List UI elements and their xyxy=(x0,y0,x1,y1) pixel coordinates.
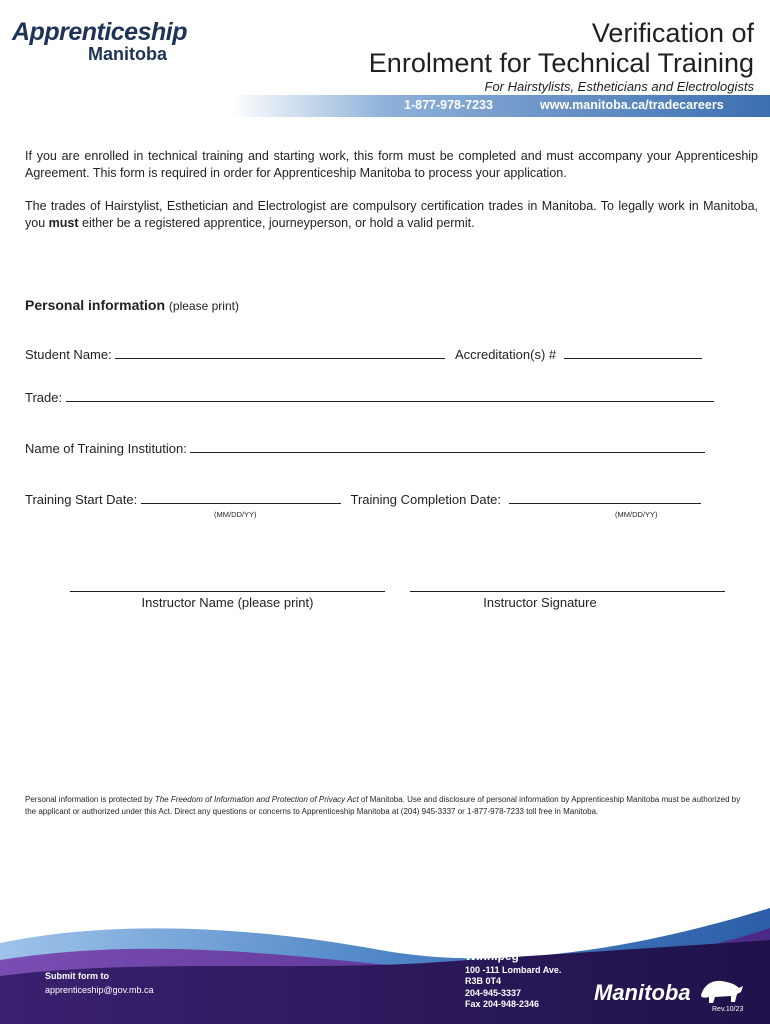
student-name-label: Student Name: xyxy=(25,347,112,362)
apprenticeship-logo-sub: Manitoba xyxy=(88,44,167,64)
office-phone: 204-945-3337 xyxy=(465,988,522,998)
accreditation-field[interactable] xyxy=(564,346,702,359)
office-city: Winnipeg xyxy=(465,949,519,963)
privacy-notice-start: Personal information is protected by xyxy=(25,795,155,804)
start-date-label: Training Start Date: xyxy=(25,492,138,507)
trade-label: Trade: xyxy=(25,390,63,405)
accreditation-label: Accreditation(s) # xyxy=(454,347,557,362)
intro-paragraph-2-end: either be a registered apprentice, journeyperson, or hold a valid permit. xyxy=(78,216,475,230)
form-title-line2: Enrolment for Technical Training xyxy=(368,48,754,78)
student-name-row xyxy=(25,346,702,362)
institution-field[interactable] xyxy=(190,440,705,453)
form-subtitle: For Hairstylists, Estheticians and Electrologists xyxy=(484,79,754,94)
submit-form-label: Submit form to xyxy=(45,971,109,981)
apprenticeship-logo: Apprenticeship xyxy=(12,18,187,46)
revision-label: Rev.10/23 xyxy=(712,1006,744,1013)
personal-info-heading-note: (please print) xyxy=(168,299,239,313)
privacy-notice xyxy=(25,794,747,817)
personal-info-heading-text: Personal information xyxy=(25,297,166,313)
trade-field[interactable] xyxy=(66,389,714,402)
office-address-postal: R3B 0T4 xyxy=(465,976,502,986)
phone-number: 1-877-978-7233 xyxy=(404,98,493,112)
completion-date-field[interactable] xyxy=(509,491,701,504)
start-date-field[interactable] xyxy=(141,491,341,504)
student-name-field[interactable] xyxy=(115,346,445,359)
training-dates-row xyxy=(25,491,701,507)
institution-label: Name of Training Institution: xyxy=(25,441,187,456)
completion-date-label: Training Completion Date: xyxy=(350,492,502,507)
intro-paragraph-2-emphasis: must xyxy=(48,216,79,230)
instructor-signature-label: Instructor Signature xyxy=(483,595,597,610)
website-link[interactable]: www.manitoba.ca/tradecareers xyxy=(540,98,724,112)
form-title-line1: Verification of xyxy=(591,18,754,48)
personal-info-heading xyxy=(25,297,239,313)
manitoba-logo-text: Manitoba xyxy=(594,980,691,1005)
completion-date-format-hint: (MM/DD/YY) xyxy=(615,510,658,519)
intro-paragraph-1: If you are enrolled in technical training and starting work, this form must be completed and must accompany your Apprenticeship Agreement. This form is required in order for Apprenticeship Manitoba to process your application. xyxy=(25,149,758,180)
form-title xyxy=(369,18,754,78)
instructor-name-field[interactable] xyxy=(70,591,385,592)
trade-row xyxy=(25,389,714,405)
intro-paragraph-2-start: The trades of Hairstylist, Esthetician and Electrologist are compulsory certification trades in Manitoba. To legally work in Manitoba, you xyxy=(25,199,758,230)
institution-row xyxy=(25,440,705,456)
submit-email-link[interactable]: apprenticeship@gov.mb.ca xyxy=(45,985,154,995)
privacy-act-name: The Freedom of Information and Protection of Privacy Act xyxy=(154,795,359,804)
bison-icon xyxy=(699,976,745,1004)
office-fax: Fax 204-948-2346 xyxy=(465,999,540,1009)
start-date-format-hint: (MM/DD/YY) xyxy=(214,510,257,519)
privacy-notice-end: of Manitoba. Use and disclosure of personal information by Apprenticeship Manitoba must be authorized by the applicant or authorized under this Act. Direct any questions or concerns to Apprenticeship Manitoba at (204) 945-3337 or 1-877-978-7233 toll free in Manitoba. xyxy=(25,795,741,816)
manitoba-logo xyxy=(594,976,745,1006)
office-address-street: 100 -111 Lombard Ave. xyxy=(465,965,562,975)
instructor-name-label: Instructor Name (please print) xyxy=(141,595,314,610)
instructor-signature-field[interactable] xyxy=(410,591,725,592)
intro-paragraph-2 xyxy=(25,198,758,232)
